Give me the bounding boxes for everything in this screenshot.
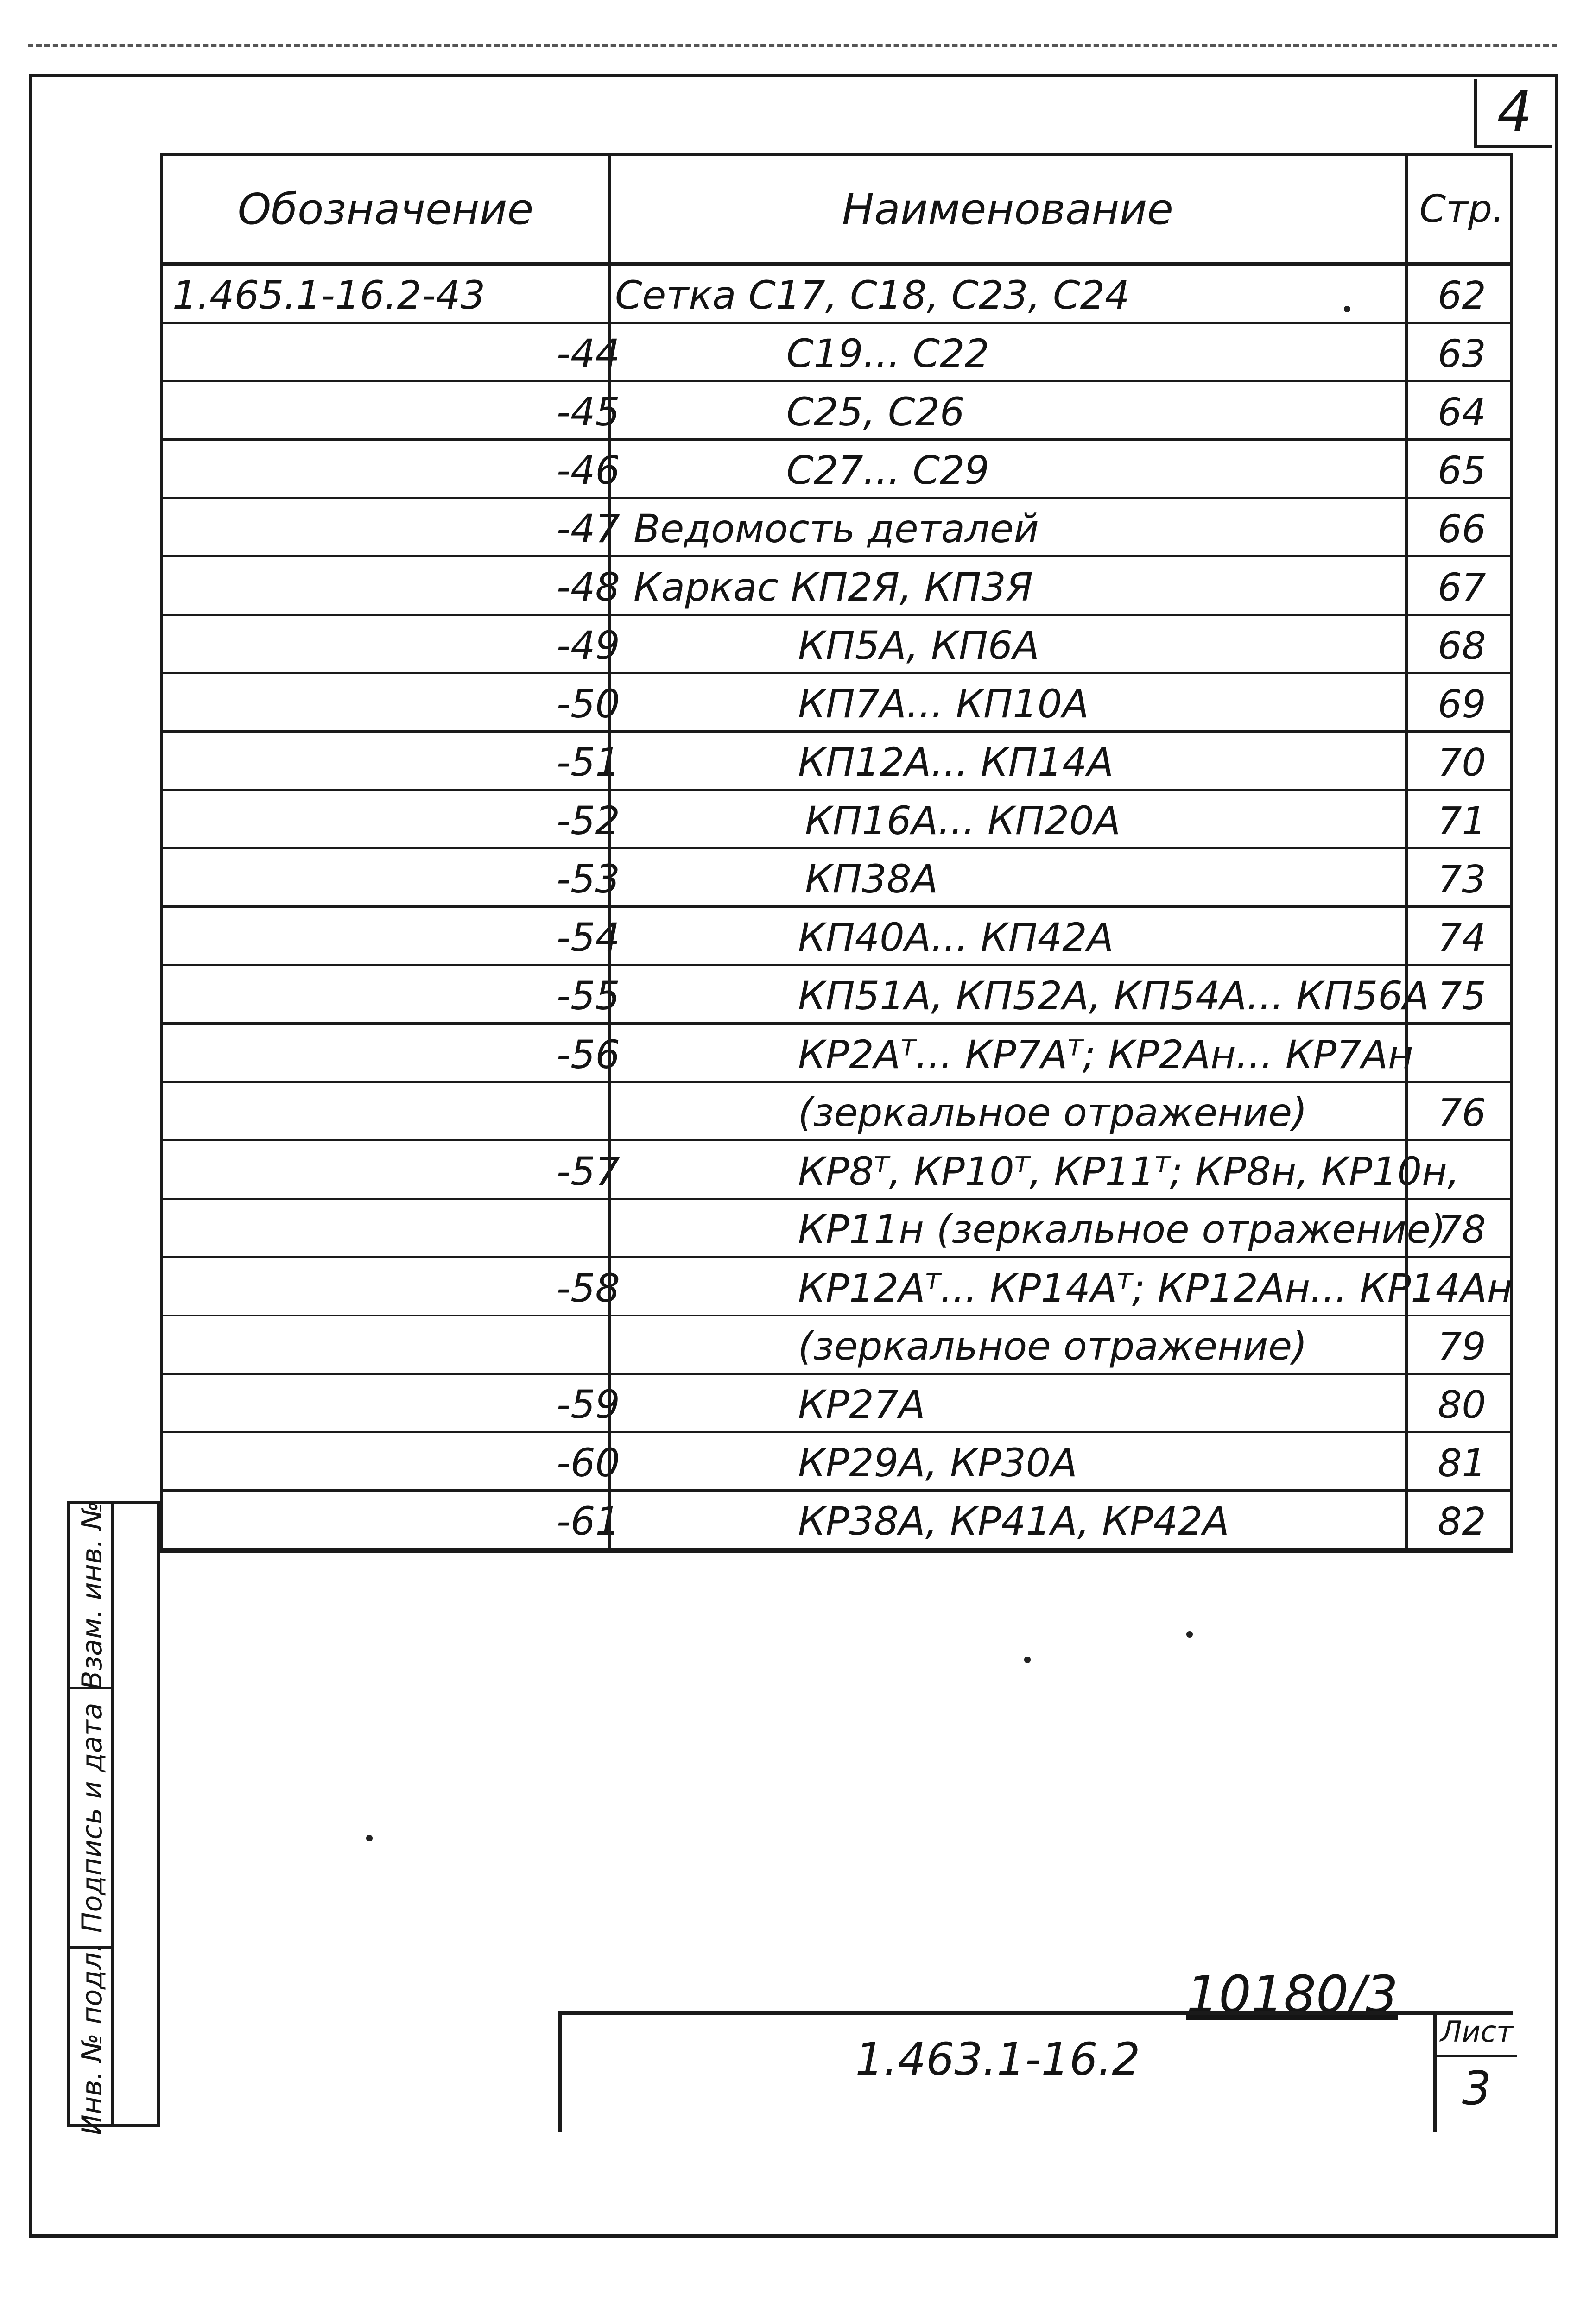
row-page: 78 <box>1438 1208 1486 1252</box>
sheet-number: 3 <box>1462 2061 1492 2115</box>
table-row <box>163 1083 1510 1141</box>
row-page: 73 <box>1438 858 1486 902</box>
row-name: КП12А... КП14А <box>798 740 1114 785</box>
header-page: Стр. <box>1419 187 1505 231</box>
row-code: -58 <box>556 1265 620 1311</box>
row-name: Ведомость деталей <box>633 506 1039 551</box>
row-name: (зеркальное отражение) <box>798 1090 1307 1135</box>
row-code: -59 <box>556 1382 620 1427</box>
header-code: Обозначение <box>237 184 534 234</box>
row-name: КР11н (зеркальное отражение) <box>798 1207 1446 1252</box>
row-name: КР2Аᵀ... КР7Аᵀ; КР2Ан... КР7Ан <box>798 1032 1413 1077</box>
table-row <box>163 908 1510 966</box>
stamp-label-inv-original: Инв. № подл. <box>76 1943 108 2135</box>
row-page: 64 <box>1438 391 1486 435</box>
row-code: -52 <box>556 798 620 843</box>
row-page: 76 <box>1438 1091 1486 1135</box>
stamp-label-replaced-inv: Взам. инв. № <box>76 1501 108 1690</box>
row-page: 74 <box>1438 916 1486 960</box>
row-name: КП16А... КП20А <box>805 798 1121 843</box>
row-code: -54 <box>556 915 620 960</box>
table-bottom-line <box>160 1550 1513 1553</box>
row-name: КР29А, КР30А <box>798 1440 1077 1486</box>
scan-speck <box>1024 1657 1031 1663</box>
row-page: 62 <box>1438 274 1486 318</box>
row-code: -44 <box>556 331 620 376</box>
table-row <box>163 616 1510 674</box>
row-code: -56 <box>556 1032 620 1077</box>
row-code: -48 <box>556 564 620 610</box>
row-code: -53 <box>556 856 620 902</box>
scan-speck <box>1186 1631 1193 1638</box>
scan-speck <box>1344 306 1350 312</box>
table-row <box>163 324 1510 382</box>
row-page: 65 <box>1438 449 1486 493</box>
row-page: 81 <box>1438 1442 1486 1486</box>
table-row <box>163 1316 1510 1375</box>
table-row <box>163 1025 1510 1083</box>
row-page: 63 <box>1438 332 1486 376</box>
top-border-dash <box>28 44 1557 47</box>
title-block <box>558 2011 1513 2132</box>
row-name: КП51А, КП52А, КП54А... КП56А <box>798 973 1430 1018</box>
row-page: 67 <box>1438 566 1486 610</box>
side-stamp <box>67 1501 160 2135</box>
table-row <box>163 1258 1513 1316</box>
column-divider <box>1405 156 1408 1553</box>
row-code: -50 <box>556 681 620 727</box>
row-name: (зеркальное отражение) <box>798 1323 1307 1369</box>
row-code: -61 <box>556 1499 620 1544</box>
stamp-cell-inv-original <box>70 1943 114 2135</box>
row-name: КР27А <box>798 1382 925 1427</box>
row-name: Сетка С17, С18, С23, С24 <box>615 272 1130 318</box>
row-page: 70 <box>1438 741 1486 785</box>
row-page: 71 <box>1438 799 1486 843</box>
table-row <box>163 1492 1510 1550</box>
sheet-box <box>1433 2015 1517 2132</box>
table-row <box>163 1200 1510 1258</box>
table-row <box>163 499 1510 557</box>
row-name: С27... С29 <box>786 448 989 493</box>
row-code: -45 <box>556 389 620 435</box>
row-name: КП38А <box>805 856 938 902</box>
table-row <box>163 849 1510 908</box>
stamp-label-signature-date: Подпись и дата <box>76 1702 108 1933</box>
row-name: КП7А... КП10А <box>798 681 1089 727</box>
row-code: -47 <box>556 506 620 551</box>
table-row <box>163 557 1510 616</box>
table-row <box>163 266 1510 324</box>
table-row <box>163 966 1510 1025</box>
row-code: -46 <box>556 448 620 493</box>
row-code: -60 <box>556 1440 620 1486</box>
row-name: КП5А, КП6А <box>798 623 1039 668</box>
header-name: Наименование <box>842 184 1173 234</box>
document-code: 1.463.1-16.2 <box>855 2033 1140 2085</box>
row-name: С19... С22 <box>786 331 989 376</box>
row-name: КР38А, КР41А, КР42А <box>798 1499 1229 1544</box>
table-row <box>163 733 1510 791</box>
row-name: КП40А... КП42А <box>798 915 1114 960</box>
row-code: -57 <box>556 1149 620 1194</box>
row-name: КР12Аᵀ... КР14Аᵀ; КР12Ан... КР14Ан <box>798 1265 1513 1311</box>
row-page: 79 <box>1438 1325 1486 1369</box>
stamp-cell-replaced-inv <box>70 1501 114 1690</box>
table-row <box>163 1375 1510 1433</box>
table-row <box>163 382 1510 441</box>
row-page: 75 <box>1438 974 1486 1018</box>
table-header <box>163 156 1510 266</box>
row-page: 66 <box>1438 507 1486 551</box>
row-code: -49 <box>556 623 620 668</box>
row-page: 69 <box>1438 683 1486 727</box>
row-page: 68 <box>1438 624 1486 668</box>
page-number: 4 <box>1474 79 1552 148</box>
row-name: Каркас КП2Я, КП3Я <box>633 564 1033 610</box>
table-row <box>163 674 1510 733</box>
row-code: -51 <box>556 740 620 785</box>
row-code: 1.465.1-16.2-43 <box>172 272 486 318</box>
contents-table <box>160 153 1513 1550</box>
side-stamp-labels <box>70 1501 114 2135</box>
table-row <box>163 1141 1510 1200</box>
stamp-cell-signature-date <box>70 1689 114 1949</box>
table-row <box>163 1433 1510 1492</box>
row-page: 82 <box>1438 1500 1486 1544</box>
row-name: КР8ᵀ, КР10ᵀ, КР11ᵀ; КР8н, КР10н, <box>798 1149 1460 1194</box>
column-divider <box>608 156 611 1553</box>
row-code: -55 <box>556 973 620 1018</box>
table-row <box>163 791 1510 849</box>
sheet-label: Лист <box>1437 2015 1517 2057</box>
row-page: 80 <box>1438 1383 1486 1427</box>
scan-speck <box>366 1835 373 1841</box>
row-name: С25, С26 <box>786 389 965 435</box>
table-row <box>163 441 1510 499</box>
inventory-number: 10180/3 <box>1186 1965 1398 2024</box>
